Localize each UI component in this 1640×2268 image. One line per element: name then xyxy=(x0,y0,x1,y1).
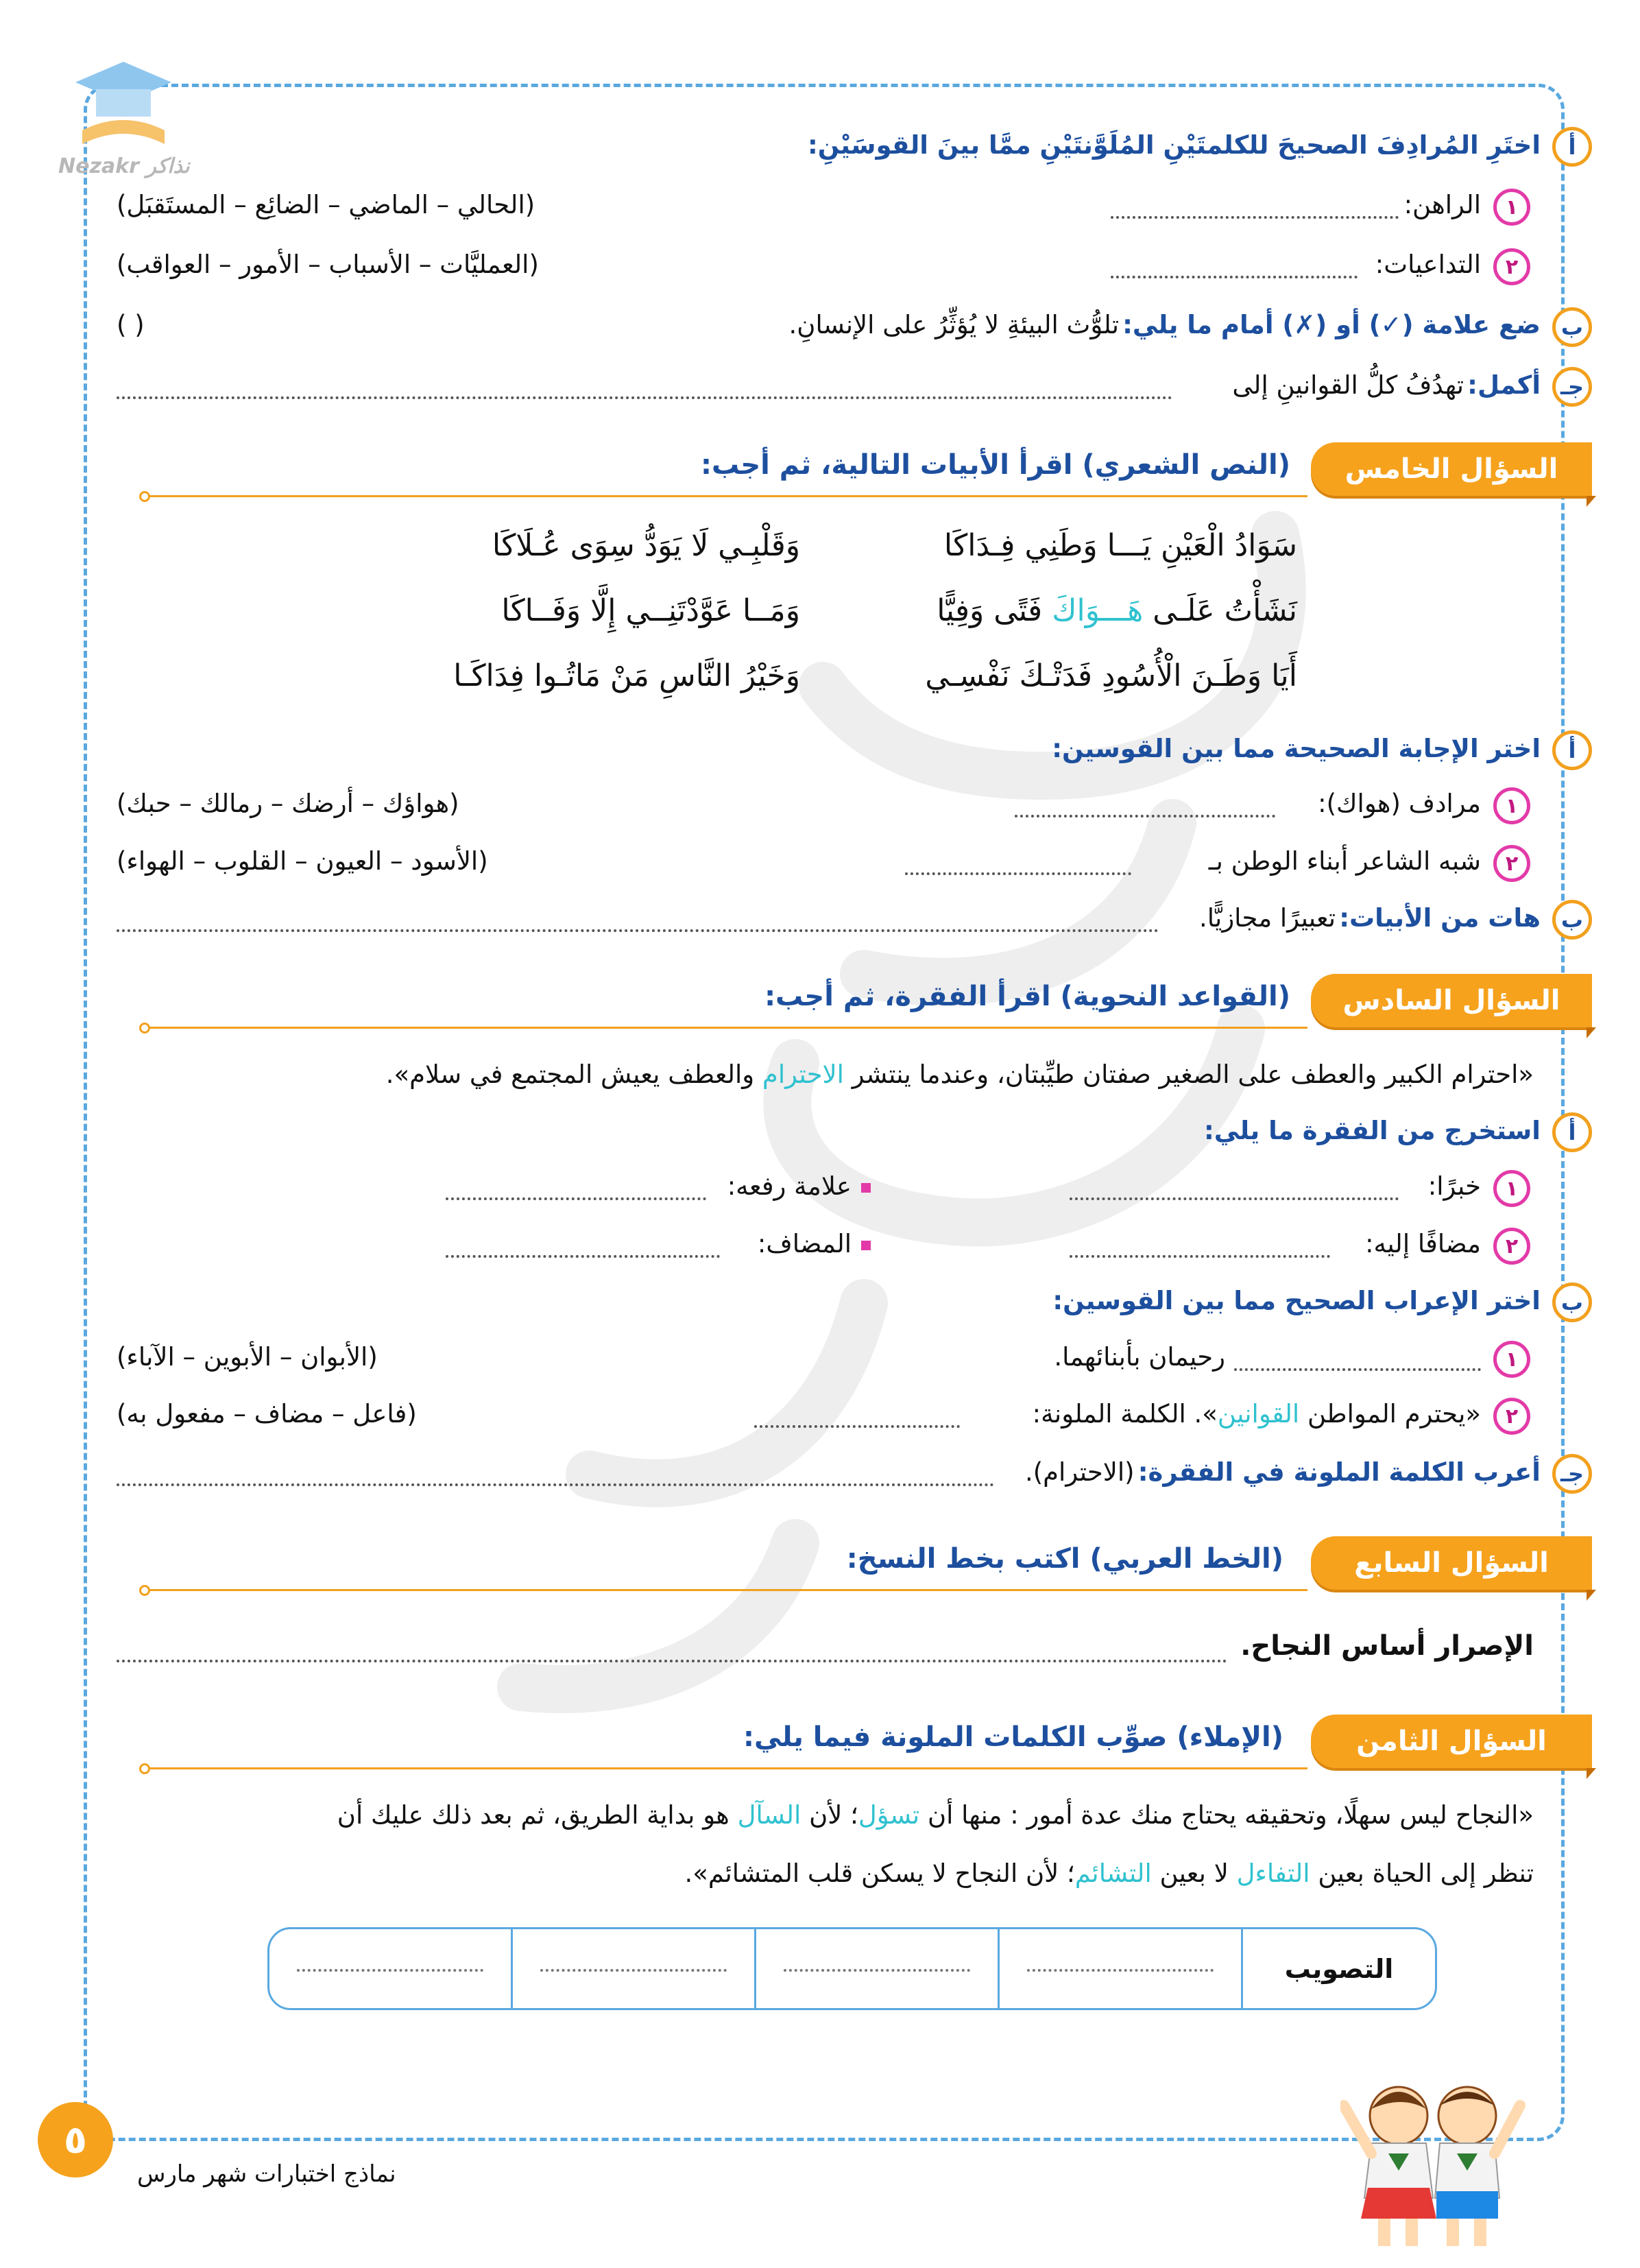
item-number-badge: ٢ xyxy=(1493,248,1530,285)
part-a-badge: أ xyxy=(1552,730,1592,770)
q7-title: (الخط العربي) اكتب بخط النسخ: xyxy=(846,1543,1283,1575)
item-number-badge: ١ xyxy=(1493,189,1530,226)
correction-cell[interactable] xyxy=(513,1929,756,2008)
bullet-icon xyxy=(861,1241,871,1250)
item-number-badge: ٢ xyxy=(1493,1398,1530,1435)
q8-line-2: تنظر إلى الحياة بعين التفاءل لا بعين التشائم؛ لأن النجاح لا يسكن قلب المتشائم». xyxy=(684,1859,1534,1888)
question-6-tab: السؤال السادس xyxy=(1311,974,1592,1027)
q5-title: (النص الشعري) اقرأ الأبيات التالية، ثم أجب: xyxy=(701,449,1290,481)
highlighted-word: الاحترام xyxy=(762,1060,844,1089)
q4-a-title: اختَرِ المُرادِفَ الصحيحَ للكلمتَيْنِ المُلَوَّنتَيْنِ ممَّا بينَ القوسَيْنِ: xyxy=(807,130,1541,160)
verse-first-half: أَيَا وَطَـنَ الْأُسُودِ فَدَتْـكَ نَفْسِـي xyxy=(925,658,1297,693)
answer-line[interactable] xyxy=(446,1197,706,1200)
extract-label-left: علامة رفعه: xyxy=(727,1171,871,1201)
item-number-badge: ١ xyxy=(1493,1341,1530,1378)
page-number-badge: ٥ xyxy=(38,2102,113,2177)
part-a-badge: أ xyxy=(1552,1112,1592,1152)
item-choices: (الأبوان – الأبوين – الآباء) xyxy=(117,1342,378,1372)
item-label: مرادف (هواك): xyxy=(1318,789,1481,818)
item-choices: (هواؤك – أرضك – رمالك – حبك) xyxy=(117,789,459,818)
item-choices: (الحالي – الماضي – الضائِع – المستَقبَل) xyxy=(117,190,535,219)
q6-c-title: أعرب الكلمة الملونة في الفقرة: xyxy=(1137,1457,1541,1487)
q6-paragraph: «احترام الكبير والعطف على الصغير صفتان طيِّبتان، وعندما ينتشر الاحترام والعطف يعيش المجتمع في سلام». xyxy=(385,1060,1534,1089)
part-b-badge: ب xyxy=(1552,900,1592,940)
q6-c-row xyxy=(1025,1457,1541,1487)
q4-c-row xyxy=(1232,370,1541,400)
q4-b-row xyxy=(789,310,1541,339)
q7-sentence: الإصرار أساس النجاح. xyxy=(1240,1630,1534,1662)
part-a-badge: أ xyxy=(1552,127,1592,167)
q6-a-title: استخرج من الفقرة ما يلي: xyxy=(1204,1116,1541,1145)
verse-first-half: سَوَادُ الْعَيْنِ يَـــا وَطَنِي فِـدَاكَا xyxy=(943,528,1297,563)
item-label: الراهن: xyxy=(1403,190,1481,219)
q6-title: (القواعد النحوية) اقرأ الفقرة، ثم أجب: xyxy=(764,981,1290,1012)
question-7-tab: السؤال السابع xyxy=(1311,1536,1592,1590)
q8-title: (الإملاء) صوِّب الكلمات الملونة فيما يلي: xyxy=(743,1721,1283,1753)
q6-c-text: (الاحترام). xyxy=(1024,1457,1135,1487)
kids-illustration-icon xyxy=(1340,2051,1526,2256)
q5-b-title: هات من الأبيات: xyxy=(1339,903,1541,933)
part-c-badge: جـ xyxy=(1552,367,1592,407)
q8-line-1: «النجاح ليس سهلًا، وتحقيقه يحتاج منك عدة أمور : منها أن تسؤل؛ لأن السآل هو بداية الطريق، ثم بعد ذلك عليك أن xyxy=(337,1800,1534,1830)
bullet-icon xyxy=(861,1183,871,1193)
highlighted-word: القوانين xyxy=(1217,1399,1300,1429)
q4-b-title: ضع علامة (✓) أو (✗) أمام ما يلي: xyxy=(1122,310,1541,339)
correction-table xyxy=(267,1927,1437,2010)
item-number-badge: ٢ xyxy=(1493,1228,1530,1265)
q4-c-title: أكمل: xyxy=(1467,370,1541,400)
item-number-badge: ١ xyxy=(1493,787,1530,824)
correction-label: التصويب xyxy=(1284,1953,1394,1984)
correction-cell[interactable] xyxy=(756,1929,1000,2008)
answer-line[interactable] xyxy=(446,1255,720,1258)
answer-line[interactable] xyxy=(905,872,1131,875)
answer-line[interactable] xyxy=(117,1660,1227,1662)
extract-label: مضافًا إليه: xyxy=(1365,1229,1481,1258)
part-c-badge: جـ xyxy=(1552,1454,1592,1494)
highlighted-word: التشائم xyxy=(1074,1859,1152,1888)
correction-cell[interactable] xyxy=(269,1929,513,2008)
section-rule xyxy=(147,1589,1307,1591)
item-label: شبه الشاعر أبناء الوطن بـ xyxy=(1208,846,1481,876)
highlighted-word: السآل xyxy=(737,1800,801,1830)
question-8-tab: السؤال الثامن xyxy=(1311,1715,1592,1768)
answer-line[interactable] xyxy=(117,929,1159,932)
verse-second-half: وَقَلْبِـي لَا يَوَدُّ سِوَى عُـلَاكَا xyxy=(492,528,800,563)
highlighted-word: هَـــوَاكَ xyxy=(1052,593,1144,628)
item-number-badge: ١ xyxy=(1493,1170,1530,1207)
q5-a-title: اختر الإجابة الصحيحة مما بين القوسين: xyxy=(1052,734,1541,763)
highlighted-word: التفاءل xyxy=(1236,1859,1310,1888)
answer-line[interactable] xyxy=(1015,815,1275,817)
item-label: التداعيات: xyxy=(1375,250,1481,279)
item-choices: (الأسود – العيون – القلوب – الهواء) xyxy=(117,846,488,876)
answer-line[interactable] xyxy=(1111,276,1358,278)
answer-line[interactable] xyxy=(1111,216,1399,219)
item-number-badge: ٢ xyxy=(1493,845,1530,882)
item-choices: (العمليَّات – الأسباب – الأمور – العواقب) xyxy=(117,250,539,279)
answer-line[interactable] xyxy=(117,396,1172,399)
correction-cell[interactable] xyxy=(1000,1929,1243,2008)
item-choices: (فاعل – مضاف – مفعول به) xyxy=(117,1399,417,1429)
true-false-box[interactable]: ( ) xyxy=(117,310,145,339)
answer-line[interactable] xyxy=(117,1483,994,1486)
item-label: «يحترم المواطن القوانين». الكلمة الملونة: xyxy=(1032,1399,1481,1429)
highlighted-word: تسؤل xyxy=(858,1800,920,1830)
footer-text: نماذج اختبارات شهر مارس xyxy=(137,2160,396,2188)
q6-b-title: اختر الإعراب الصحيح مما بين القوسين: xyxy=(1052,1286,1541,1315)
part-b-badge: ب xyxy=(1552,1282,1592,1322)
verse-second-half: وَمَــا عَوَّدْتَنِــي إِلَّا وَفَــاكَا xyxy=(501,593,800,628)
brand-logo-text: نذاكر Nezakr xyxy=(58,154,190,178)
verse-second-half: وَخَيْرُ النَّاسِ مَنْ مَاتُـوا فِدَاكَـا xyxy=(453,658,800,693)
question-5-tab: السؤال الخامس xyxy=(1311,442,1592,496)
section-rule xyxy=(147,1767,1307,1769)
item-label: رحيمان بأبنائهما. xyxy=(1054,1342,1225,1372)
answer-line[interactable] xyxy=(1070,1255,1330,1258)
q4-c-text: تهدُفُ كلُّ القوانينِ إلى xyxy=(1232,370,1464,400)
q4-b-text: تلوُّث البيئةِ لا يُؤثِّرُ على الإنسانِ. xyxy=(788,310,1120,339)
extract-label-left: المضاف: xyxy=(758,1229,871,1258)
q5-b-text: تعبيرًا مجازيًّا. xyxy=(1198,903,1336,933)
answer-line[interactable] xyxy=(754,1425,960,1428)
verse-first-half: نَشَأْتُ عَلَـى هَـــوَاكَ فَتًى وَفِيًّا xyxy=(937,593,1297,628)
q5-b-row xyxy=(1199,903,1541,933)
part-b-badge: ب xyxy=(1552,307,1592,347)
answer-line[interactable] xyxy=(1070,1197,1399,1200)
section-rule xyxy=(147,1027,1307,1029)
answer-line[interactable] xyxy=(1234,1368,1481,1371)
section-rule xyxy=(147,495,1307,497)
extract-label: خبرًا: xyxy=(1427,1171,1481,1201)
